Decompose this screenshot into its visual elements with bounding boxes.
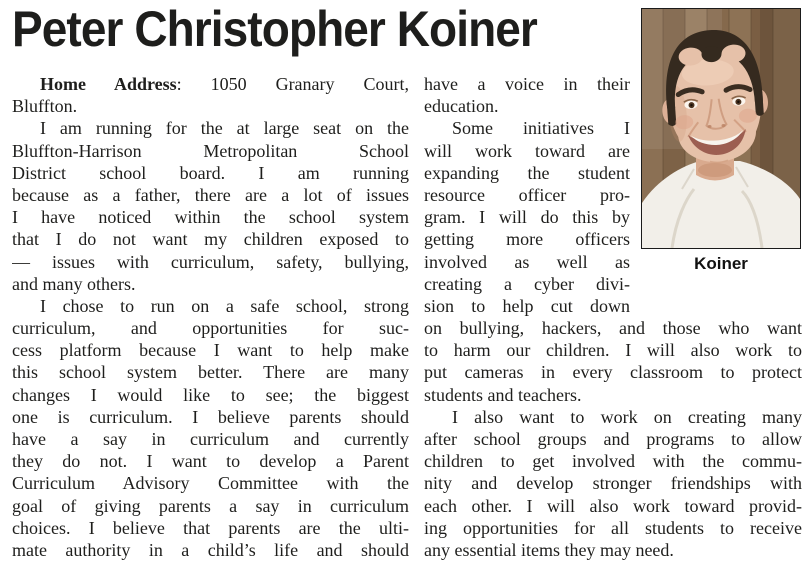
text-line: any essential items they may need. (424, 539, 674, 560)
article-headline: Peter Christopher Koiner (12, 1, 537, 57)
text-line: this school system better. There are many (12, 362, 409, 383)
text-line: expanding the student (424, 162, 630, 183)
text-line: cess platform because I want to help make (12, 340, 409, 361)
text-line: goal of giving parents a say in curriculum (12, 495, 409, 516)
text-line: put cameras in every classroom to protect (424, 362, 802, 383)
text-line: ing opportunities for all students to receive (424, 517, 802, 538)
text-line: — issues with curriculum, safety, bullying, (12, 251, 409, 272)
text-line: each other. I will also work toward provid- (424, 495, 802, 516)
column-right (424, 73, 802, 561)
text-line: children to get involved with the commu- (424, 451, 802, 472)
text-line: Bluffton-Harrison Metropolitan School (12, 140, 409, 161)
text-line: choices. I believe that parents are the ulti- (12, 517, 409, 538)
text-line: Bluffton. (12, 96, 78, 117)
text-line: I have noticed within the school system (12, 207, 409, 228)
text-line: nity and develop stronger friendships with (424, 473, 802, 494)
text-line: gram. I will do this by (424, 207, 630, 228)
text-line: resource officer pro- (424, 184, 630, 205)
text-line: Some initiatives I (452, 118, 630, 139)
photo-caption: Koiner (694, 254, 748, 273)
text-line: I am running for the at large seat on the (40, 118, 409, 139)
text-line: District school board. I am running (12, 162, 409, 183)
text-line: students and teachers. (424, 384, 582, 405)
text-line: to harm our children. I will also work to (424, 340, 802, 361)
text-line: because as a father, there are a lot of issues (12, 184, 409, 205)
text-line: on bullying, hackers, and those who want (424, 318, 802, 339)
text-line: curriculum, and opportunities for suc- (12, 318, 409, 339)
text-line: Curriculum Advisory Committee with the (12, 473, 409, 494)
text-line: creating a cyber divi- (424, 273, 630, 294)
text-line: sion to help cut down (424, 295, 630, 316)
text-line: and many others. (12, 273, 136, 294)
column-right-wide-section (424, 317, 802, 561)
text-line: getting more officers (424, 229, 630, 250)
text-line: have a say in curriculum and currently (12, 429, 409, 449)
text-line: I chose to run on a safe school, strong (40, 295, 409, 316)
text-line: that I do not want my children exposed to (12, 229, 409, 250)
text-line: will work toward are (424, 140, 630, 161)
text-line: they do not. I want to develop a Parent (12, 451, 409, 472)
text-line: involved as well as (424, 251, 630, 272)
text-line: have a voice in their (424, 74, 630, 94)
text-line: Home Address: 1050 Granary Court, (40, 74, 409, 94)
text-line: education. (424, 96, 499, 117)
text-line: changes I would like to see; the biggest (12, 384, 409, 405)
column-left (12, 73, 409, 561)
column-right-narrow-section (424, 73, 630, 317)
text-line: after school groups and programs to allow (424, 429, 802, 449)
text-line: mate authority in a child’s life and should (12, 539, 409, 560)
text-line: I also want to work on creating many (452, 406, 802, 427)
text-line: one is curriculum. I believe parents should (12, 406, 409, 427)
